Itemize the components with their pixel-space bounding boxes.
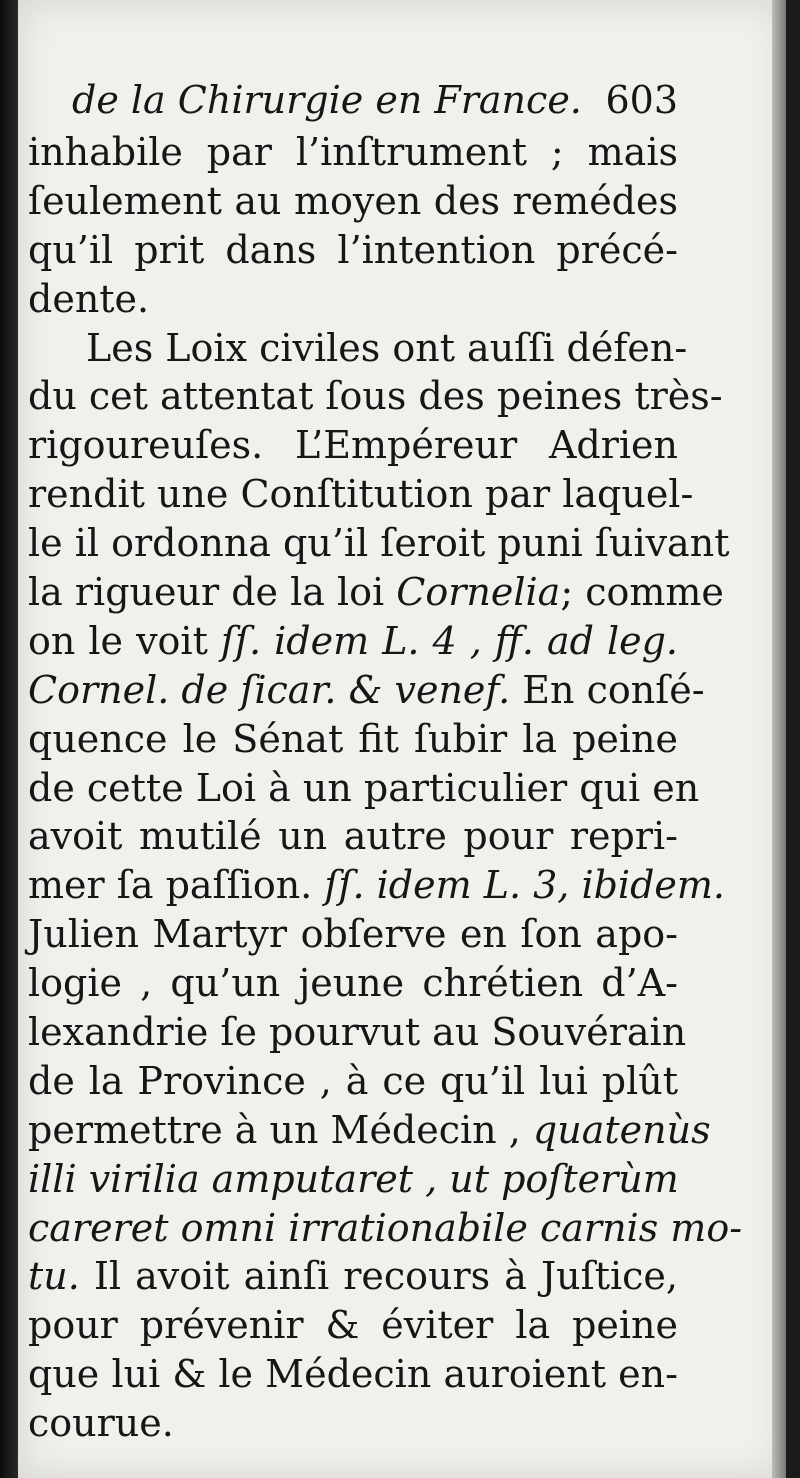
text-line	[28, 226, 678, 275]
text-line	[28, 1106, 711, 1155]
running-head	[28, 72, 678, 128]
text-segment: rigoureuſes. L’Empéreur Adrien	[28, 423, 678, 468]
text-line	[28, 1252, 678, 1301]
italic-text: ſſ. idem L. 3, ibidem.	[324, 863, 725, 908]
text-segment: courue.	[28, 1401, 174, 1446]
text-line	[28, 1204, 743, 1253]
text-line	[28, 666, 705, 715]
text-segment: Les Loix civiles ont auſſi défen-	[86, 325, 688, 370]
text-segment: la rigueur de la loi	[28, 570, 397, 615]
italic-text: quatenùs	[532, 1107, 711, 1152]
text-line	[28, 372, 723, 421]
text-segment: que lui & le Médecin auroient en-	[28, 1352, 678, 1397]
text-block	[28, 72, 743, 1448]
text-segment: du cet attentat ſous des peines très-	[28, 374, 723, 419]
text-segment: de la Province , à ce qu’il lui plût	[28, 1058, 678, 1103]
text-segment: on le voit	[28, 618, 221, 663]
running-title: de la Chirurgie en France.	[72, 78, 582, 122]
text-line	[28, 959, 678, 1008]
text-line	[28, 177, 678, 226]
text-line	[28, 275, 678, 324]
text-segment: le il ordonna qu’il ſeroit puni ſuivant	[28, 521, 730, 566]
text-segment: ; comme	[560, 570, 724, 615]
body-text	[28, 128, 743, 1448]
text-segment: inhabile par l’inſtrument ; mais	[28, 130, 678, 174]
book-page	[18, 0, 786, 1478]
text-line	[28, 764, 700, 813]
text-segment: avoit mutilé un autre pour repri-	[28, 814, 678, 859]
text-segment: pour prévenir & éviter la peine	[28, 1303, 678, 1348]
text-line	[28, 910, 678, 959]
text-line	[28, 324, 688, 373]
text-segment: quence le Sénat fit ſubir la peine	[28, 716, 678, 761]
text-line	[28, 617, 678, 666]
italic-text: Cornelia	[396, 570, 561, 615]
text-line	[28, 1008, 687, 1057]
italic-text: careret omni irrationabile carnis mo-	[28, 1205, 743, 1250]
text-line	[28, 1399, 678, 1448]
italic-text: ſſ. idem L. 4 , ff. ad leg.	[220, 618, 679, 663]
page-edge	[772, 0, 786, 1478]
text-line	[28, 861, 725, 910]
text-segment: mer ſa paſſion.	[28, 863, 325, 908]
text-line	[28, 1301, 678, 1350]
italic-text: tu.	[28, 1254, 80, 1299]
text-line	[28, 128, 678, 177]
text-segment: dente.	[28, 276, 150, 321]
text-line	[28, 812, 678, 861]
text-segment: Julien Martyr obſerve en ſon apo-	[28, 912, 678, 957]
text-segment: lexandrie ſe pourvut au Souvérain	[28, 1010, 687, 1055]
text-segment: logie , qu’un jeune chrétien d’A-	[28, 961, 678, 1006]
italic-text: Cornel. de ſicar. & venef.	[28, 667, 511, 712]
text-segment: ſeulement au moyen des remédes	[28, 178, 678, 223]
text-segment: Il avoit ainſi recours à Juſtice,	[79, 1254, 678, 1299]
text-segment: de cette Loi à un particulier qui en	[28, 765, 700, 810]
text-line	[28, 1350, 678, 1399]
text-segment: permettre à un Médecin ,	[28, 1107, 533, 1152]
italic-text: illi virilia amputaret , ut poſterùm	[28, 1156, 679, 1201]
page-number: 603	[605, 78, 678, 122]
book-gutter-shadow	[0, 0, 18, 1478]
text-segment: qu’il prit dans l’intention précé-	[28, 227, 678, 272]
text-line	[28, 715, 678, 764]
text-line	[28, 470, 694, 519]
text-line	[28, 1057, 678, 1106]
text-line	[28, 421, 678, 470]
text-line	[28, 1155, 678, 1204]
text-line	[28, 568, 724, 617]
text-segment: En conſé-	[510, 667, 705, 712]
text-line	[28, 519, 730, 568]
text-segment: rendit une Conſtitution par laquel-	[28, 472, 694, 517]
